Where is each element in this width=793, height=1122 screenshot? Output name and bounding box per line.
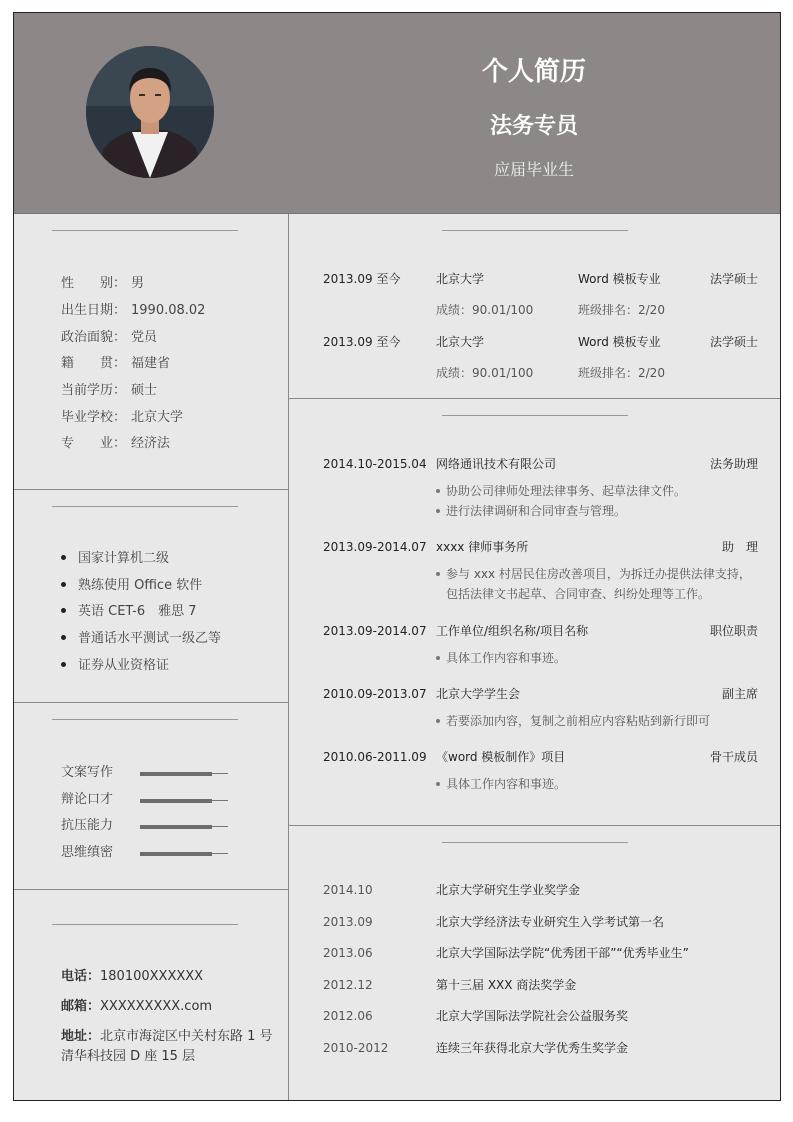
awards-section: 2014.10 北京大学研究生学业奖学金 2013.09 北京大学经济法专业研究生入学考试第一名 2013.06 北京大学国际法学院“优秀团干部”“优秀毕业生” 2012.12 第十三届 XXX 商法奖学金 2012.06 北京大学国际法学院社会公益服务奖 2010-2012 连续三年获得北京大学优秀生奖学金 <box>289 826 780 1100</box>
section-divider <box>442 415 628 416</box>
skill-row: 辩论口才 <box>61 791 261 809</box>
section-divider <box>52 230 238 231</box>
skill-level-bar <box>140 825 212 829</box>
certificate-item: 国家计算机二级 <box>61 550 169 568</box>
skill-row: 文案写作 <box>61 764 261 782</box>
certificate-item: 熟练使用 Office 软件 <box>61 577 202 595</box>
profile-photo <box>86 46 214 178</box>
certificate-item: 证券从业资格证 <box>61 657 169 675</box>
section-divider <box>52 506 238 507</box>
info-row-political: 政治面貌： 党员 <box>61 330 158 345</box>
education-section: 2013.09 至今 北京大学 Word 模板专业 法学硕士 成绩：90.01/100 班级排名：2/20 2013.09 至今 北京大学 Word 模板专业 法学硕士 成绩：90.01/100 班级排名：2/20 <box>289 214 780 399</box>
section-divider <box>52 719 238 720</box>
skill-row: 思维缜密 <box>61 844 261 862</box>
info-row-birthdate: 出生日期： 1990.08.02 <box>61 303 206 318</box>
contact-email: 邮箱：XXXXXXXXX.com <box>61 999 213 1014</box>
certificate-item: 英语 CET-6 雅思 7 <box>61 603 197 621</box>
right-column <box>289 214 780 1100</box>
skills-section <box>14 703 288 890</box>
person-portrait-icon <box>86 46 214 178</box>
section-divider <box>442 842 628 843</box>
info-row-gender: 性 别： 男 <box>61 276 145 291</box>
skill-row: 抗压能力 <box>61 817 261 835</box>
resume-page <box>13 12 781 1101</box>
job-position: 法务专员 <box>489 114 578 139</box>
personal-info-section <box>14 214 288 490</box>
resume-subtitle: 应届毕业生 <box>493 160 574 179</box>
contact-address: 地址：北京市海淀区中关村东路 1 号清华科技园 D 座 15 层 <box>61 1029 273 1064</box>
certificates-section <box>14 490 288 703</box>
info-row-major: 专 业： 经济法 <box>61 436 171 451</box>
skill-level-bar <box>140 772 212 776</box>
experience-section: 2014.10-2015.04 网络通讯技术有限公司 法务助理 协助公司律师处理法律事务、起草法律文件。 进行法律调研和合同审查与管理。 2013.09-2014.07 xxxx 律师事务所 助 理 参与 xxx 村居民住房改善项目，为拆迁办提供法律支持， 包括法律文书起草、合同审查、纠纷处理等工作。 2013.09-2014.07 工作单位/组织名称/项目名称 职位职责 具体工作内容和事迹。 2010.09-2013.07 北京大学学生会 副主席 若要添加内容，复制之前相应内容粘贴到新行即可 2010.06-2011.09 《word 模板制作》项目 骨干成员 具体工作内容和事迹。 <box>289 399 780 826</box>
certificate-item: 普通话水平测试一级乙等 <box>61 630 221 648</box>
left-column <box>14 214 289 1100</box>
info-row-degree: 当前学历： 硕士 <box>61 383 158 398</box>
resume-title: 个人简历 <box>481 57 586 87</box>
info-row-school: 毕业学校： 北京大学 <box>61 410 184 425</box>
resume-header <box>14 13 780 214</box>
contact-phone: 电话：180100XXXXXX <box>61 969 204 984</box>
contact-section <box>14 890 288 1100</box>
skill-level-bar <box>140 799 212 803</box>
skill-level-bar <box>140 852 212 856</box>
section-divider <box>52 924 238 925</box>
info-row-hometown: 籍 贯： 福建省 <box>61 356 171 371</box>
section-divider <box>442 230 628 231</box>
